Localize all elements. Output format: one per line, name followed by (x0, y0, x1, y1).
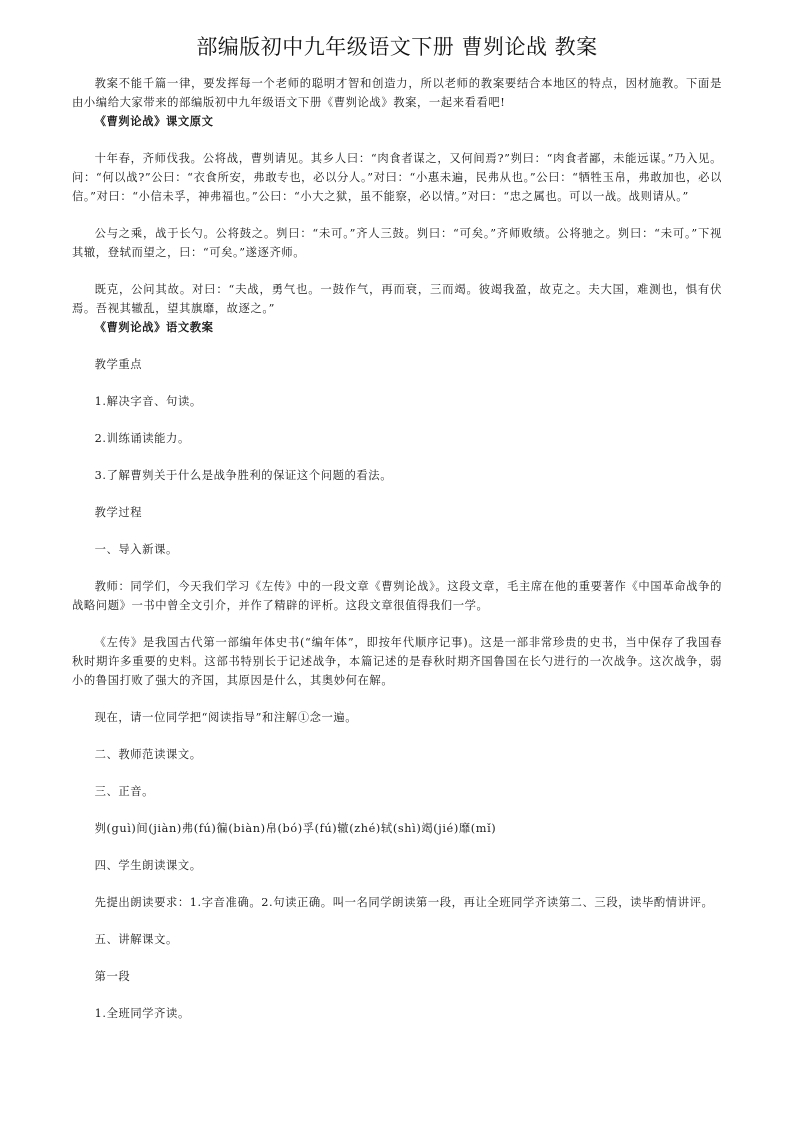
step-heading: 四、学生朗读课文。 (94, 859, 202, 872)
section-label-key-points: 教学重点 (94, 358, 143, 371)
key-point-item: 3.了解曹刿关于什么是战争胜利的保证这个问题的看法。 (94, 469, 393, 482)
lesson-plan-heading: 《曹刿论战》语文教案 (94, 320, 214, 334)
intro-paragraph: 教案不能千篇一律，要发挥每一个老师的聪明才智和创造力，所以老师的教案要结合本地区的特点，因材施教。下面是由小编给大家带来的部编版初中九年级语文下册《曹刿论战》教案，一起来看看吧! (72, 77, 722, 109)
document-page (72, 32, 722, 1023)
original-paragraph: 十年春，齐师伐我。公将战，曹刿请见。其乡人曰：“肉食者谋之，又何间焉?”刿曰：“肉食者鄙，未能远谋。”乃入见。问：“何以战?”公曰：“衣食所安，弗敢专也，必以分人。”对曰：“小惠未遍，民弗从也。”公曰：“牺牲玉帛，弗敢加也，必以信。”对曰：“小信未孚，神弗福也。”公曰：“小大之狱，虽不能察，必以情。”对曰：“忠之属也。可以一战。战则请从。” (72, 152, 722, 203)
step-heading: 五、讲解课文。 (94, 933, 178, 946)
list-item: 1.全班同学齐读。 (94, 1007, 190, 1020)
body-paragraph: 先提出朗读要求：1.字音准确。2.句读正确。叫一名同学朗读第一段，再让全班同学齐读第二、三段，读毕酌情讲评。 (94, 896, 714, 909)
body-paragraph: 现在，请一位同学把“阅读指导”和注解①念一遍。 (94, 711, 358, 724)
step-heading: 二、教师范读课文。 (94, 748, 202, 761)
key-point-item: 1.解决字音、句读。 (94, 395, 202, 408)
body-paragraph: 《左传》是我国古代第一部编年体史书(“编年体”，即按年代顺序记事)。这是一部非常珍贵的史书，当中保存了我国春秋时期许多重要的史料。这部书特别长于记述战争，本篇记述的是春秋时期齐国鲁国在长勺进行的一次战争。这次战争，弱小的鲁国打败了强大的齐国，其原因是什么，其奥妙何在解。 (72, 636, 722, 687)
original-paragraph: 公与之乘，战于长勺。公将鼓之。刿曰：“未可。”齐人三鼓。刿曰：“可矣。”齐师败绩。公将驰之。刿曰：“未可。”下视其辙，登轼而望之，曰：“可矣。”遂逐齐师。 (72, 227, 722, 259)
key-point-item: 2.训练诵读能力。 (94, 432, 190, 445)
original-text-heading: 《曹刿论战》课文原文 (94, 114, 214, 128)
original-paragraph: 既克，公问其故。对曰：“夫战，勇气也。一鼓作气，再而衰，三而竭。彼竭我盈，故克之。夫大国，难测也，惧有伏焉。吾视其辙乱，望其旗靡，故逐之。” (72, 283, 722, 315)
step-heading: 一、导入新课。 (94, 543, 178, 556)
sub-section-label: 第一段 (94, 970, 131, 983)
pronunciation-list: 刿(guì)间(jiàn)弗(fú)徧(biàn)帛(bó)孚(fú)辙(zhé)轼(shì)竭(jié)靡(mǐ) (94, 822, 497, 835)
document-title: 部编版初中九年级语文下册 曹刿论战 教案 (196, 35, 598, 59)
step-heading: 三、正音。 (94, 785, 155, 798)
body-paragraph: 教师：同学们，今天我们学习《左传》中的一段文章《曹刿论战》。这段文章，毛主席在他的重要著作《中国革命战争的战略问题》一书中曾全文引介，并作了精辟的评析。这段文章很值得我们一学。 (72, 580, 722, 612)
section-label-process: 教学过程 (94, 506, 143, 519)
